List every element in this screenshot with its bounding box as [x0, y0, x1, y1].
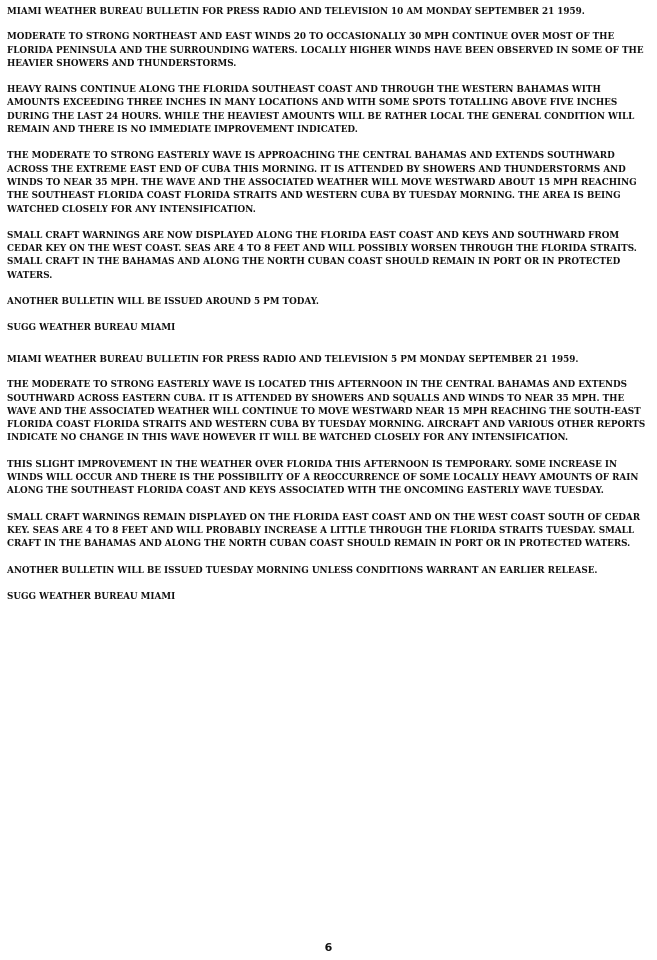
- bulletin-signoff: SUGG WEATHER BUREAU MIAMI: [7, 323, 176, 334]
- bulletin-signoff: SUGG WEATHER BUREAU MIAMI: [7, 591, 176, 602]
- bulletin-5pm: [7, 354, 650, 617]
- page-number: 6: [324, 941, 333, 954]
- bulletin-paragraph: THE MODERATE TO STRONG EASTERLY WAVE IS LOCATED THIS AFTERNOON IN THE CENTRAL BAHAMAS AND EXTENDS SOUTHWARD ACROSS EASTERN CUBA. IT IS ATTENDED BY SHOWERS AND SQUALLS AND WINDS TO NEAR 35 MPH. THE WAVE AND THE ASSOCIATED WEATHER WILL CONTINUE TO MOVE WESTWARD NEAR 15 MPH REACHING THE SOUTH-EAST FLORIDA COAST FLORIDA STRAITS AND WESTERN CUBA BY TUESDAY MORNING. AIRCRAFT AND VARIOUS OTHER REPORTS INDICATE NO CHANGE IN THIS WAVE HOWEVER IT WILL BE WATCHED CLOSELY FOR ANY INTENSIFICATION.: [7, 380, 646, 444]
- bulletin-paragraph: HEAVY RAINS CONTINUE ALONG THE FLORIDA SOUTHEAST COAST AND THROUGH THE WESTERN BAHAMAS WITH AMOUNTS EXCEEDING THREE INCHES IN MANY LOCATIONS AND WITH SOME SPOTS TOTALLING ABOVE FIVE INCHES DURING THE LAST 24 HOURS. WHILE THE HEAVIEST AMOUNTS WILL BE RATHER LOCAL THE GENERAL CONDITION WILL REMAIN AND THERE IS NO IMMEDIATE IMPROVEMENT INDICATED.: [7, 85, 635, 136]
- bulletin-paragraph: THE MODERATE TO STRONG EASTERLY WAVE IS APPROACHING THE CENTRAL BAHAMAS AND EXTENDS SOUTHWARD ACROSS THE EXTREME EAST END OF CUBA THIS MORNING. IT IS ATTENDED BY SHOWERS AND THUNDERSTORMS AND WINDS TO NEAR 35 MPH. THE WAVE AND THE ASSOCIATED WEATHER WILL MOVE WESTWARD ABOUT 15 MPH REACHING THE SOUTHEAST FLORIDA COAST FLORIDA STRAITS AND WESTERN CUBA BY TUESDAY MORNING. THE AREA IS BEING WATCHED CLOSELY FOR ANY INTENSIFICATION.: [7, 151, 637, 215]
- bulletin-heading: MIAMI WEATHER BUREAU BULLETIN FOR PRESS RADIO AND TELEVISION 5 PM MONDAY SEPTEMBER 21 1959.: [7, 355, 579, 365]
- bulletin-paragraph: SMALL CRAFT WARNINGS REMAIN DISPLAYED ON THE FLORIDA EAST COAST AND ON THE WEST COAST SOUTH OF CEDAR KEY. SEAS ARE 4 TO 8 FEET AND WILL PROBABLY INCREASE A LITTLE THROUGH THE FLORIDA STRAITS TUESDAY. SMALL CRAFT IN THE BAHAMAS AND ALONG THE NORTH CUBAN COAST SHOULD REMAIN IN PORT OR IN PROTECTED WATERS.: [7, 512, 641, 550]
- bulletin-paragraph: MODERATE TO STRONG NORTHEAST AND EAST WINDS 20 TO OCCASIONALLY 30 MPH CONTINUE OVER MOST OF THE FLORIDA PENINSULA AND THE SURROUNDING WATERS. LOCALLY HIGHER WINDS HAVE BEEN OBSERVED IN SOME OF THE HEAVIER SHOWERS AND THUNDERSTORMS.: [7, 32, 644, 69]
- bulletin-paragraph: THIS SLIGHT IMPROVEMENT IN THE WEATHER OVER FLORIDA THIS AFTERNOON IS TEMPORARY. SOME INCREASE IN WINDS WILL OCCUR AND THERE IS THE POSSIBILITY OF A REOCCURRENCE OF SOME LOCALLY HEAVY AMOUNTS OF RAIN ALONG THE SOUTHEAST FLORIDA COAST AND KEYS ASSOCIATED WITH THE ONCOMING EASTERLY WAVE TUESDAY.: [7, 459, 639, 497]
- bulletin-heading: MIAMI WEATHER BUREAU BULLETIN FOR PRESS RADIO AND TELEVISION 10 AM MONDAY SEPTEMBER 21 1959.: [7, 7, 585, 17]
- bulletin-10am: [7, 6, 650, 349]
- bulletin-paragraph: ANOTHER BULLETIN WILL BE ISSUED TUESDAY MORNING UNLESS CONDITIONS WARRANT AN EARLIER RELEASE.: [7, 565, 598, 576]
- bulletin-paragraph: ANOTHER BULLETIN WILL BE ISSUED AROUND 5 PM TODAY.: [7, 297, 319, 308]
- bulletin-paragraph: SMALL CRAFT WARNINGS ARE NOW DISPLAYED ALONG THE FLORIDA EAST COAST AND KEYS AND SOUTHWARD FROM CEDAR KEY ON THE WEST COAST. SEAS ARE 4 TO 8 FEET AND WILL POSSIBLY WORSEN THROUGH THE FLORIDA STRAITS. SMALL CRAFT IN THE BAHAMAS AND ALONG THE NORTH CUBAN COAST SHOULD REMAIN IN PORT OR IN PROTECTED WATERS.: [7, 230, 637, 281]
